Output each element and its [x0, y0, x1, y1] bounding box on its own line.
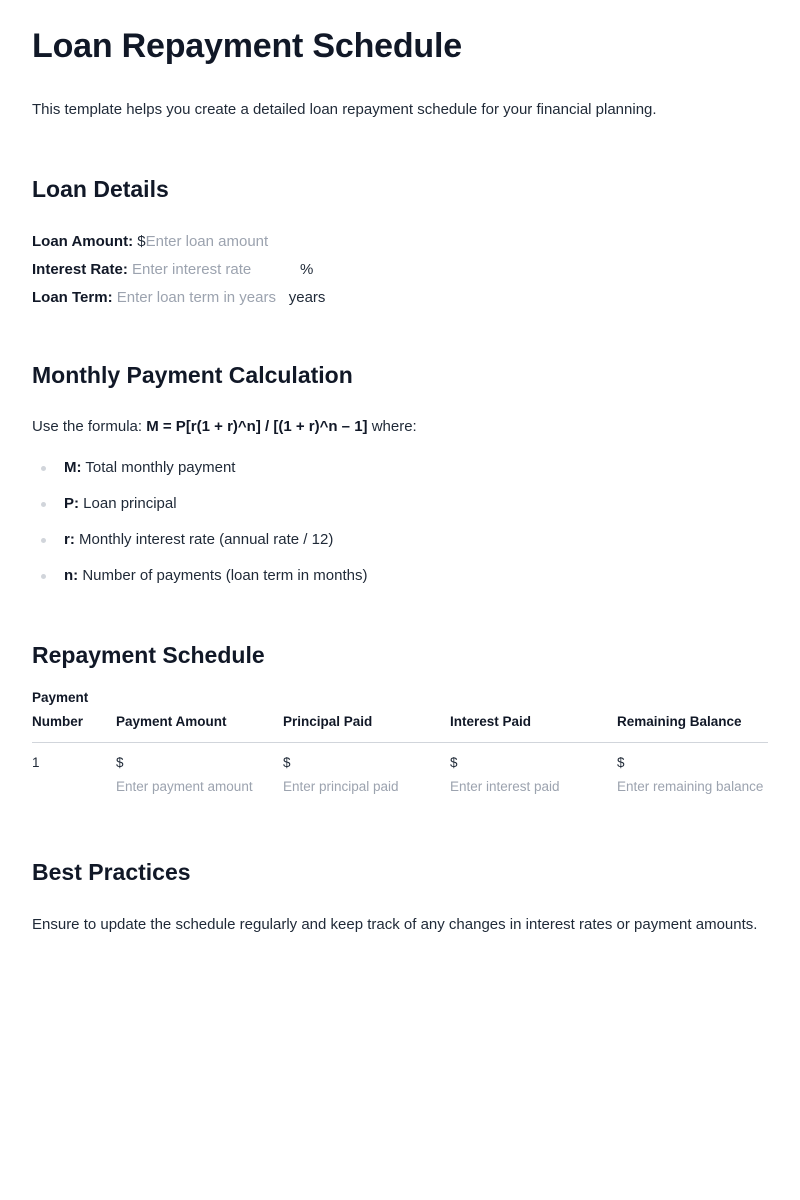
table-row [32, 743, 768, 800]
remaining-balance-field[interactable]: Enter remaining balance [617, 779, 764, 794]
loan-details-fields [32, 204, 768, 312]
payment-amount-field[interactable]: Enter payment amount [116, 779, 253, 794]
bullet-icon [41, 574, 46, 579]
interest-rate-suffix: % [300, 261, 314, 278]
loan-term-suffix: years [288, 289, 326, 306]
payment-amount-cell [116, 743, 283, 800]
best-practices-text: Ensure to update the schedule regularly and keep track of any changes in interest rates or payment amounts. [32, 916, 758, 933]
schedule-heading: Repayment Schedule [32, 642, 265, 668]
currency-prefix: $ [116, 755, 124, 770]
repayment-table [32, 686, 768, 799]
formula-variables-list [32, 440, 768, 594]
variable-key: n: [64, 567, 79, 584]
loan-details-heading: Loan Details [32, 176, 169, 202]
interest-rate-row [32, 256, 768, 284]
payment-number-cell: 1 [32, 755, 40, 770]
interest-paid-cell [450, 743, 617, 800]
principal-paid-field[interactable]: Enter principal paid [283, 779, 399, 794]
column-header-payment-amount: Payment Amount [116, 686, 283, 743]
loan-term-label: Loan Term: [32, 289, 113, 306]
list-item [32, 486, 768, 522]
formula-trail: where: [367, 418, 417, 435]
list-item [32, 522, 768, 558]
formula-lead: Use the formula: [32, 418, 147, 435]
page-title: Loan Repayment Schedule [32, 27, 462, 65]
variable-key: M: [64, 459, 82, 476]
best-practices-heading: Best Practices [32, 859, 191, 885]
variable-desc: Total monthly payment [81, 459, 236, 476]
loan-term-row [32, 284, 768, 312]
formula: M = P[r(1 + r)^n] / [(1 + r)^n – 1] [146, 418, 368, 435]
currency-prefix: $ [617, 755, 625, 770]
loan-amount-prefix: $ [137, 233, 146, 250]
loan-term-field[interactable]: Enter loan term in years [116, 289, 276, 306]
variable-key: P: [64, 495, 79, 512]
calculation-heading: Monthly Payment Calculation [32, 362, 353, 388]
loan-amount-row [32, 228, 768, 256]
variable-desc: Monthly interest rate (annual rate / 12) [74, 531, 334, 548]
column-header-remaining-balance: Remaining Balance [617, 686, 768, 743]
loan-amount-label: Loan Amount: [32, 233, 134, 250]
bullet-icon [41, 538, 46, 543]
formula-line [32, 390, 768, 440]
interest-rate-label: Interest Rate: [32, 261, 128, 278]
intro-text: This template helps you create a detailed loan repayment schedule for your financial planning. [32, 101, 657, 118]
table-header-row [32, 686, 768, 743]
column-header-payment-number: Payment Number [32, 686, 116, 743]
remaining-balance-cell [617, 743, 768, 800]
variable-desc: Number of payments (loan term in months) [78, 567, 368, 584]
currency-prefix: $ [283, 755, 291, 770]
principal-paid-cell [283, 743, 450, 800]
column-header-interest-paid: Interest Paid [450, 686, 617, 743]
variable-desc: Loan principal [79, 495, 177, 512]
loan-amount-field[interactable]: Enter loan amount [145, 233, 269, 250]
bullet-icon [41, 466, 46, 471]
interest-rate-field[interactable]: Enter interest rate [132, 261, 252, 278]
list-item [32, 450, 768, 486]
interest-paid-field[interactable]: Enter interest paid [450, 779, 560, 794]
column-header-principal-paid: Principal Paid [283, 686, 450, 743]
currency-prefix: $ [450, 755, 458, 770]
list-item [32, 558, 768, 594]
bullet-icon [41, 502, 46, 507]
variable-key: r: [64, 531, 75, 548]
